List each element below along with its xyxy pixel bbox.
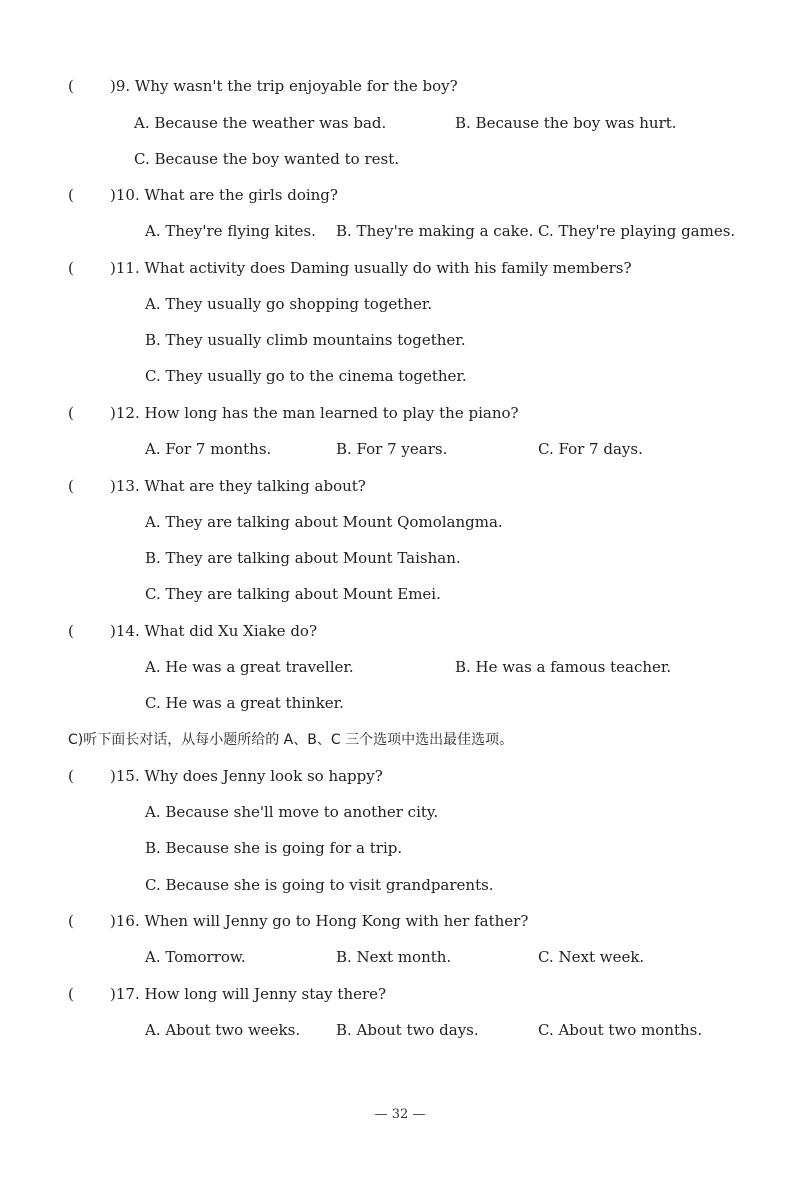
option-9b: B. Because the boy was hurt. [455, 114, 677, 132]
question-stem-9: )9. Why wasn't the trip enjoyable for the boy? [110, 77, 458, 95]
question-stem-14: )14. What did Xu Xiake do? [110, 622, 317, 640]
option-10a: A. They're flying kites. [145, 222, 316, 240]
option-15b: B. Because she is going for a trip. [145, 839, 403, 857]
answer-paren: ( [68, 767, 74, 785]
option-13c: C. They are talking about Mount Emei. [145, 585, 441, 603]
option-11c: C. They usually go to the cinema together. [145, 367, 467, 385]
answer-paren: ( [68, 912, 74, 930]
option-14b: B. He was a famous teacher. [455, 658, 672, 676]
option-15c: C. Because she is going to visit grandparents. [145, 876, 494, 894]
option-9a: A. Because the weather was bad. [134, 114, 387, 132]
answer-paren: ( [68, 622, 74, 640]
option-10b: B. They're making a cake. [336, 222, 534, 240]
option-16c: C. Next week. [538, 948, 645, 966]
answer-paren: ( [68, 186, 74, 204]
option-17b: B. About two days. [336, 1021, 479, 1039]
option-14c: C. He was a great thinker. [145, 694, 344, 712]
option-17a: A. About two weeks. [145, 1021, 301, 1039]
question-stem-16: )16. When will Jenny go to Hong Kong with her father? [110, 912, 529, 930]
option-12c: C. For 7 days. [538, 440, 643, 458]
option-12b: B. For 7 years. [336, 440, 448, 458]
option-16a: A. Tomorrow. [145, 948, 246, 966]
option-17c: C. About two months. [538, 1021, 703, 1039]
question-stem-12: )12. How long has the man learned to play the piano? [110, 404, 519, 422]
question-stem-17: )17. How long will Jenny stay there? [110, 985, 387, 1003]
answer-paren: ( [68, 259, 74, 277]
answer-paren: ( [68, 404, 74, 422]
option-9c: C. Because the boy wanted to rest. [134, 150, 400, 168]
option-11a: A. They usually go shopping together. [145, 295, 433, 313]
answer-paren: ( [68, 985, 74, 1003]
question-stem-11: )11. What activity does Daming usually do with his family members? [110, 259, 632, 277]
option-12a: A. For 7 months. [145, 440, 272, 458]
option-16b: B. Next month. [336, 948, 452, 966]
option-14a: A. He was a great traveller. [145, 658, 354, 676]
section-c-instruction: C)听下面长对话，从每小题所给的 A、B、C 三个选项中选出最佳选项。 [68, 732, 514, 748]
option-10c: C. They're playing games. [538, 222, 736, 240]
option-15a: A. Because she'll move to another city. [145, 803, 439, 821]
answer-paren: ( [68, 77, 74, 95]
option-13b: B. They are talking about Mount Taishan. [145, 549, 461, 567]
answer-paren: ( [68, 477, 74, 495]
option-11b: B. They usually climb mountains together. [145, 331, 466, 349]
question-stem-15: )15. Why does Jenny look so happy? [110, 767, 383, 785]
question-stem-13: )13. What are they talking about? [110, 477, 366, 495]
option-13a: A. They are talking about Mount Qomolangma. [145, 513, 503, 531]
page-number: — 32 — [374, 1107, 426, 1122]
question-stem-10: )10. What are the girls doing? [110, 186, 338, 204]
